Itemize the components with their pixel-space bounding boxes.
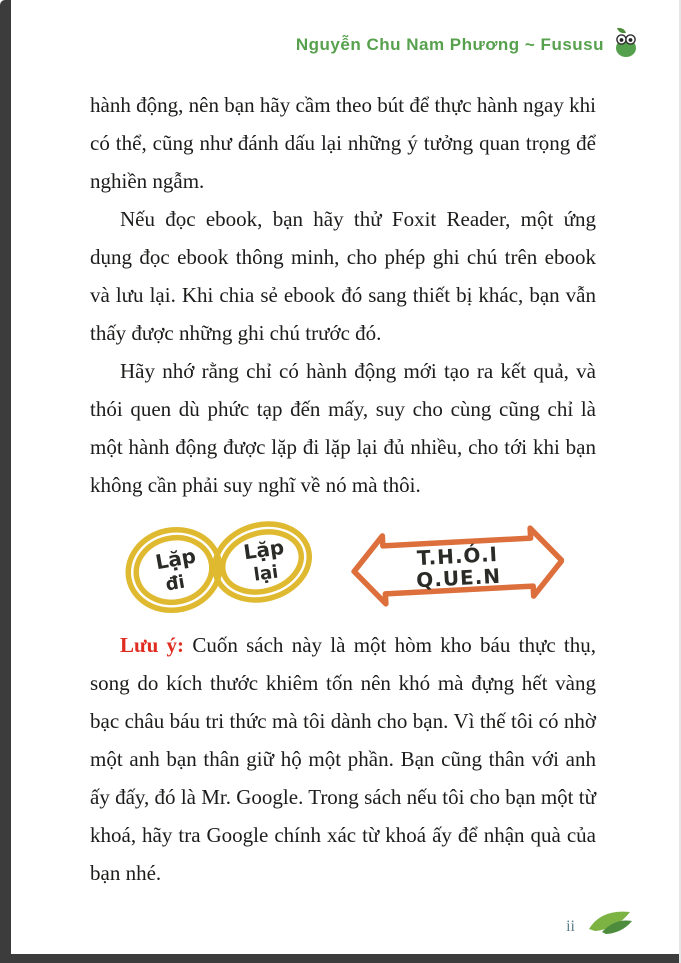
doodle-loop-left-word1: Lặp bbox=[153, 543, 198, 575]
paragraph: Nếu đọc ebook, bạn hãy thử Foxit Reader, một ứng dụng đọc ebook thông minh, cho phép ghi chú trên ebook và lưu lại. Khi chia sẻ ebook đó sang thiết bị khác, bạn vẫn thấy được những ghi chú trước đó. bbox=[90, 207, 596, 345]
note-text: Cuốn sách này là một hòm kho báu thực thụ, song do kích thước khiêm tốn nên khó mà đựng hết vàng bạc châu báu tri thức mà tôi dành cho bạn. Vì thế tôi có nhờ một anh bạn thân giữ hộ một phần. Bạn cũng thân với anh ấy đấy, đó là Mr. Google. Trong sách nếu tôi cho bạn một từ khoá, hãy tra Google chính xác từ khoá ấy để nhận quà của bạn nhé. bbox=[90, 633, 597, 885]
page-footer bbox=[566, 906, 635, 941]
habit-banner bbox=[352, 527, 563, 606]
author-name: Nguyễn Chu Nam Phương ~ Fususu bbox=[295, 34, 604, 54]
habit-loop-doodle bbox=[112, 512, 564, 622]
body-text bbox=[90, 86, 596, 892]
doodle-loop-right-word2: lại bbox=[252, 561, 280, 586]
doodle-loop-left-word2: đi bbox=[163, 571, 187, 596]
paragraph: Hãy nhớ rằng chỉ có hành động mới tạo ra kết quả, và thói quen dù phức tạp đến mấy, suy cho cùng cũng chỉ là một hành động được lặp đi lặp lại đủ nhiều, cho tới khi bạn không cần phải suy nghĩ về nó mà thôi. bbox=[90, 359, 596, 497]
banner-text-line2: Q.UE.N bbox=[415, 563, 502, 593]
page-edge-bottom bbox=[0, 954, 681, 963]
doodle-loop-right-word1: Lặp bbox=[242, 534, 286, 565]
page-edge-left bbox=[0, 0, 11, 963]
leaf-icon bbox=[587, 906, 635, 941]
fususu-mascot-icon bbox=[611, 26, 641, 63]
note-paragraph bbox=[90, 626, 596, 892]
paragraph: hành động, nên bạn hãy cầm theo bút để thực hành ngay khi có thể, cũng như đánh dấu lại những ý tưởng quan trọng để nghiền ngẫm. bbox=[90, 93, 596, 193]
note-label: Lưu ý: bbox=[120, 633, 185, 657]
banner-text-line1: T.H.Ó.I bbox=[416, 541, 499, 571]
page-number: ii bbox=[566, 918, 575, 935]
page-header bbox=[296, 26, 641, 63]
